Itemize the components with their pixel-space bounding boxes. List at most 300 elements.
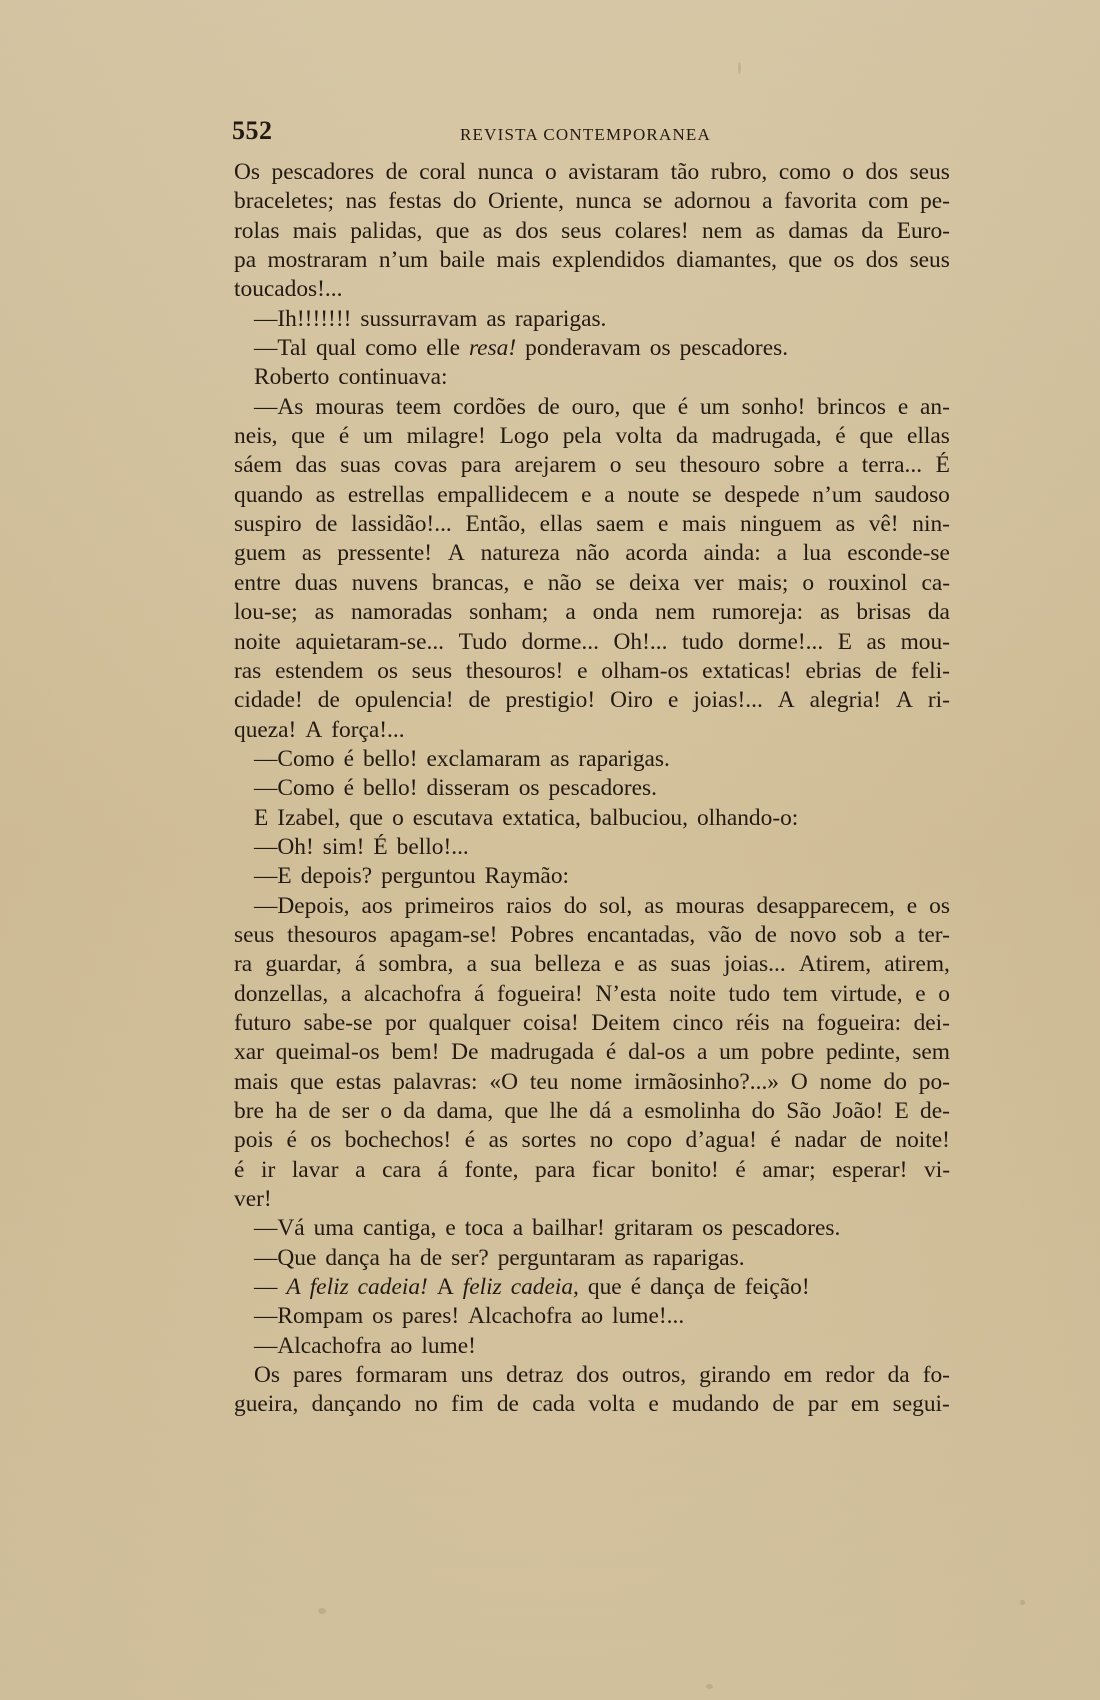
word: De — [451, 1039, 479, 1066]
word: —E — [254, 863, 292, 890]
text-line — [234, 187, 950, 216]
word: queza! — [234, 716, 297, 743]
word: rubro, — [710, 159, 768, 185]
word: mais — [292, 217, 337, 244]
text-line — [234, 686, 950, 715]
word: teu — [529, 1068, 559, 1095]
word: e — [915, 980, 926, 1007]
word: para — [460, 452, 501, 479]
word: detraz — [506, 1362, 564, 1389]
word: opulencia! — [354, 687, 454, 714]
word: dos — [576, 1362, 609, 1389]
text-line — [234, 745, 950, 774]
word: mais — [234, 1068, 279, 1095]
word: o — [380, 1098, 393, 1124]
text-line — [234, 980, 950, 1009]
word: ninguem — [739, 511, 822, 538]
text-line — [234, 1038, 950, 1067]
page-header — [232, 116, 932, 150]
word: como — [778, 159, 831, 185]
word: tão — [670, 159, 700, 185]
word: esconde-se — [847, 540, 950, 567]
word: toucados!... — [234, 276, 343, 303]
word: da — [887, 1362, 910, 1389]
word: Alcachofra — [468, 1303, 572, 1330]
word: e — [897, 393, 909, 420]
word: por — [384, 1009, 417, 1036]
word: segui- — [892, 1391, 950, 1418]
word: é — [286, 1127, 297, 1154]
word: de- — [920, 1098, 950, 1124]
word: alegria! — [809, 687, 882, 714]
word: —Depois, — [254, 892, 350, 919]
word: vi- — [924, 1156, 950, 1183]
word: E — [894, 1098, 909, 1124]
word: onda — [592, 599, 639, 626]
word: a — [762, 188, 773, 215]
word: a — [837, 452, 849, 479]
word: dá — [589, 1098, 612, 1124]
word: volta — [615, 423, 663, 450]
word: ter- — [917, 921, 950, 948]
word: e — [445, 1215, 456, 1242]
word: resa! — [468, 335, 517, 362]
word: de — [468, 687, 491, 714]
word: ser — [341, 1098, 370, 1124]
word: as — [755, 217, 776, 244]
word: girando — [699, 1362, 771, 1389]
word: e — [581, 481, 592, 508]
word: sua — [490, 951, 522, 978]
word: irmãosinho?...» — [634, 1068, 780, 1095]
word: —Como — [254, 775, 335, 802]
word: pares! — [401, 1303, 460, 1330]
word: a — [604, 481, 615, 508]
word: no — [414, 1391, 438, 1418]
word: mudando — [672, 1391, 760, 1418]
word: á — [437, 1156, 448, 1183]
word: guardar, — [265, 951, 342, 978]
word: sombra, — [378, 951, 454, 978]
word: É — [373, 833, 388, 860]
word: estas — [335, 1068, 382, 1095]
word: lavar — [291, 1156, 339, 1183]
word: as — [315, 481, 336, 508]
word: ha — [275, 1098, 298, 1124]
word: do — [751, 1098, 775, 1124]
word: atirem, — [884, 951, 950, 978]
word: a — [894, 921, 906, 948]
word: «O — [489, 1068, 518, 1095]
text-line — [234, 510, 950, 539]
text-line — [234, 774, 950, 803]
word: da — [927, 599, 950, 626]
word: desapparecem, — [756, 892, 895, 919]
word: dos — [865, 159, 899, 185]
word: do — [883, 1068, 907, 1095]
word: é — [835, 423, 846, 450]
word: esmolinha — [644, 1098, 741, 1124]
word: que — [788, 247, 823, 274]
text-line — [234, 334, 950, 363]
word: exclamaram — [426, 745, 541, 772]
word: cidade! — [234, 687, 303, 714]
word: Oiro — [610, 687, 654, 714]
word: com — [868, 188, 909, 215]
word: lume! — [421, 1332, 476, 1359]
word: cara — [382, 1156, 422, 1183]
word: é — [343, 745, 354, 772]
word: ri- — [927, 687, 950, 714]
word: estendem — [275, 657, 364, 684]
word: ellas — [539, 511, 583, 538]
word: cadeia, — [510, 1274, 579, 1301]
word: ao — [390, 1332, 413, 1359]
word: e — [906, 892, 918, 919]
word: pescadores. — [731, 1215, 841, 1242]
word: pescadores — [271, 159, 375, 185]
word: sobre — [773, 452, 825, 479]
word: copo — [626, 1127, 673, 1154]
word: duas — [294, 569, 338, 596]
word: arejarem — [514, 452, 597, 479]
word: para — [535, 1156, 576, 1183]
word: os — [377, 657, 398, 684]
word: São — [786, 1098, 822, 1124]
word: réis — [735, 1009, 770, 1036]
word: n’um — [378, 247, 429, 274]
paper-spot — [706, 1684, 713, 1689]
word: extaticas! — [702, 657, 792, 684]
word: A — [286, 1274, 301, 1301]
word: Tudo — [458, 628, 508, 655]
word: quando — [234, 481, 303, 508]
word: terra... — [861, 452, 923, 479]
word: feli- — [911, 657, 950, 684]
word: mou- — [900, 628, 950, 655]
text-line — [234, 539, 950, 568]
word: po- — [918, 1068, 950, 1095]
word: de — [537, 393, 560, 420]
word: Os — [234, 159, 260, 185]
word: o — [392, 804, 404, 831]
word: a — [340, 980, 352, 1007]
word: —Alcachofra — [254, 1332, 382, 1359]
word: o — [842, 159, 855, 185]
word: deixa — [629, 569, 680, 596]
word: de — [875, 657, 898, 684]
text-line — [234, 363, 950, 392]
word: fo- — [922, 1362, 950, 1389]
word: bailhar! — [532, 1215, 605, 1242]
word: ouro, — [571, 393, 621, 420]
word: as — [866, 628, 887, 655]
word: á — [473, 980, 485, 1007]
word: adornou — [673, 188, 751, 215]
word: seus — [234, 921, 275, 948]
word: pa — [234, 247, 257, 274]
word: —Vá — [254, 1215, 305, 1242]
word: as — [314, 599, 335, 626]
word: xar — [234, 1039, 264, 1066]
word: mouras — [675, 892, 745, 919]
word: virtude, — [830, 980, 903, 1007]
word: joias... — [723, 951, 786, 978]
word: damas — [788, 217, 849, 244]
text-line — [234, 1185, 950, 1214]
text-line — [234, 246, 950, 275]
word: pois — [234, 1127, 273, 1154]
word: guem — [234, 540, 286, 567]
word: Os — [254, 1362, 280, 1389]
word: ellas — [906, 423, 950, 450]
word: Pobres — [510, 921, 574, 948]
word: coisa! — [522, 1009, 579, 1036]
text-line — [234, 921, 950, 950]
word: os — [833, 247, 855, 274]
word: de — [859, 1127, 882, 1154]
word: entre — [234, 569, 281, 596]
text-line — [234, 1097, 950, 1126]
word: noite — [669, 980, 716, 1007]
word: dos — [865, 247, 899, 274]
word: Euro- — [896, 217, 950, 244]
word: pobre — [760, 1039, 815, 1066]
word: Logo — [499, 423, 549, 450]
word: vão — [708, 921, 742, 948]
word: das — [295, 452, 327, 479]
paper-spot — [1020, 1600, 1025, 1605]
text-line — [234, 569, 950, 598]
word: queimal-os — [275, 1039, 380, 1066]
word: não — [575, 540, 610, 567]
word: aquietaram-se... — [295, 628, 445, 655]
word: saudoso — [874, 481, 950, 508]
word: sortes — [521, 1127, 577, 1154]
word: rolas — [234, 217, 280, 244]
word: dal-os — [628, 1039, 686, 1066]
word: a — [565, 599, 576, 626]
word: amar; — [762, 1156, 816, 1183]
word: rumoreja: — [712, 599, 804, 626]
word: primeiros — [404, 892, 495, 919]
word: sonham; — [469, 599, 549, 626]
word: os — [649, 335, 671, 362]
word: —Rompam — [254, 1303, 364, 1330]
word: pela — [562, 423, 602, 450]
paper-spot — [318, 1608, 326, 1614]
word: os — [702, 1215, 723, 1242]
word: braceletes; — [234, 188, 334, 215]
word: é — [630, 1274, 642, 1301]
text-line — [234, 217, 950, 246]
word: e — [523, 569, 534, 596]
word: nome — [570, 1068, 623, 1095]
word: escutava — [412, 804, 494, 831]
word: brincos — [817, 393, 887, 420]
word: a — [512, 1215, 524, 1242]
paper-spot — [738, 62, 741, 74]
word: se — [642, 188, 663, 215]
word: seus — [909, 247, 950, 274]
word: nem — [654, 599, 696, 626]
word: um — [699, 393, 730, 420]
word: o — [609, 452, 622, 479]
word: qualquer — [428, 1009, 511, 1036]
word: ao — [581, 1303, 604, 1330]
word: mais; — [737, 569, 789, 596]
word: futuro — [234, 1009, 292, 1036]
word: thesouros — [287, 921, 377, 948]
word: teem — [395, 393, 442, 420]
word: alcachofra — [363, 980, 462, 1007]
word: da — [861, 217, 884, 244]
word: de — [420, 1244, 443, 1271]
word: as — [637, 951, 658, 978]
word: ca- — [921, 569, 950, 596]
word: seus — [411, 657, 453, 684]
word: á — [354, 951, 366, 978]
word: mais — [682, 511, 727, 538]
word: e — [657, 511, 669, 538]
word: A — [896, 687, 913, 714]
word: que — [587, 1274, 622, 1301]
word: saem — [596, 511, 645, 538]
word: despede — [724, 481, 800, 508]
word: bem! — [391, 1039, 440, 1066]
word: o — [802, 569, 815, 596]
word: dama, — [436, 1098, 494, 1124]
word: disseram — [426, 775, 510, 802]
word: suas — [340, 452, 381, 479]
word: continuava: — [338, 364, 448, 391]
word: a — [355, 1156, 366, 1183]
word: madrugada — [490, 1039, 595, 1066]
text-line — [234, 1214, 950, 1243]
word: sem — [912, 1039, 950, 1066]
text-line — [234, 1332, 950, 1361]
word: rouxinol — [828, 569, 908, 596]
word: é — [735, 1156, 746, 1183]
word: se — [595, 569, 616, 596]
word: —Tal — [254, 335, 307, 362]
word: par — [807, 1391, 838, 1418]
word: os — [310, 1127, 332, 1154]
text-line — [234, 833, 950, 862]
word: toca — [464, 1215, 504, 1242]
word: suspiro — [234, 511, 302, 538]
word: E — [837, 628, 852, 655]
word: seus — [909, 159, 950, 185]
word: ponderavam — [525, 335, 641, 362]
body-text — [234, 158, 950, 1420]
word: encantadas, — [586, 921, 696, 948]
word: de — [754, 921, 777, 948]
word: fim — [451, 1391, 484, 1418]
word: sáem — [234, 452, 283, 479]
word: neis, — [234, 423, 278, 450]
word: palavras: — [393, 1068, 478, 1095]
word: que — [859, 423, 894, 450]
text-line — [234, 1009, 950, 1038]
word: ir — [260, 1156, 276, 1183]
word: pe- — [920, 188, 950, 215]
word: tem — [782, 980, 818, 1007]
word: é — [770, 1127, 781, 1154]
word: sol, — [599, 892, 633, 919]
word: bello! — [362, 775, 418, 802]
word: namoradas — [350, 599, 453, 626]
word: perguntou — [381, 863, 476, 890]
text-line — [234, 1244, 950, 1273]
word: no — [589, 1127, 614, 1154]
word: ver! — [234, 1186, 272, 1213]
word: uns — [460, 1362, 494, 1389]
word: ha — [388, 1244, 411, 1271]
word: do — [453, 188, 477, 215]
word: covas — [394, 452, 448, 479]
word: é — [605, 1039, 617, 1066]
word: as — [549, 745, 570, 772]
text-line — [234, 1273, 950, 1302]
text-line — [234, 1302, 950, 1331]
word: cadeia! — [357, 1274, 428, 1301]
word: se — [692, 481, 712, 508]
word: é — [234, 1156, 245, 1183]
word: de — [315, 511, 338, 538]
word: diamantes, — [676, 247, 778, 274]
word: favorita — [784, 188, 857, 215]
word: pedinte, — [825, 1039, 901, 1066]
word: — — [254, 1274, 278, 1301]
word: gueira, — [234, 1391, 299, 1418]
word: cantiga, — [362, 1215, 437, 1242]
text-line — [234, 275, 950, 304]
word: que — [435, 217, 470, 244]
word: feição! — [744, 1274, 810, 1301]
word: cinco — [672, 1009, 724, 1036]
word: Raymão: — [484, 863, 570, 890]
word: pressente! — [337, 540, 433, 567]
word: pescadores. — [548, 775, 657, 802]
text-line — [234, 1156, 950, 1185]
word: a — [697, 1039, 708, 1066]
word: ser? — [451, 1244, 489, 1271]
word: prestigio! — [505, 687, 596, 714]
word: dorme... — [521, 628, 599, 655]
text-line — [234, 1390, 950, 1419]
word: é — [343, 775, 354, 802]
word: fonte, — [464, 1156, 519, 1183]
word: madrugada, — [711, 423, 822, 450]
word: de — [772, 1391, 795, 1418]
word: lua — [802, 540, 832, 567]
word: qual — [315, 335, 357, 362]
word: Oriente, — [487, 188, 564, 215]
word: uma — [313, 1215, 354, 1242]
text-line — [234, 628, 950, 657]
word: E — [254, 804, 269, 831]
text-line — [234, 598, 950, 627]
word: lassidão!... — [351, 511, 452, 538]
word: Deitem — [591, 1009, 661, 1036]
word: olhando-o: — [696, 804, 799, 831]
page-number: 552 — [232, 116, 273, 145]
word: feliz — [309, 1274, 349, 1301]
word: bello!... — [396, 833, 469, 860]
text-line — [234, 804, 950, 833]
word: —As — [254, 393, 304, 420]
